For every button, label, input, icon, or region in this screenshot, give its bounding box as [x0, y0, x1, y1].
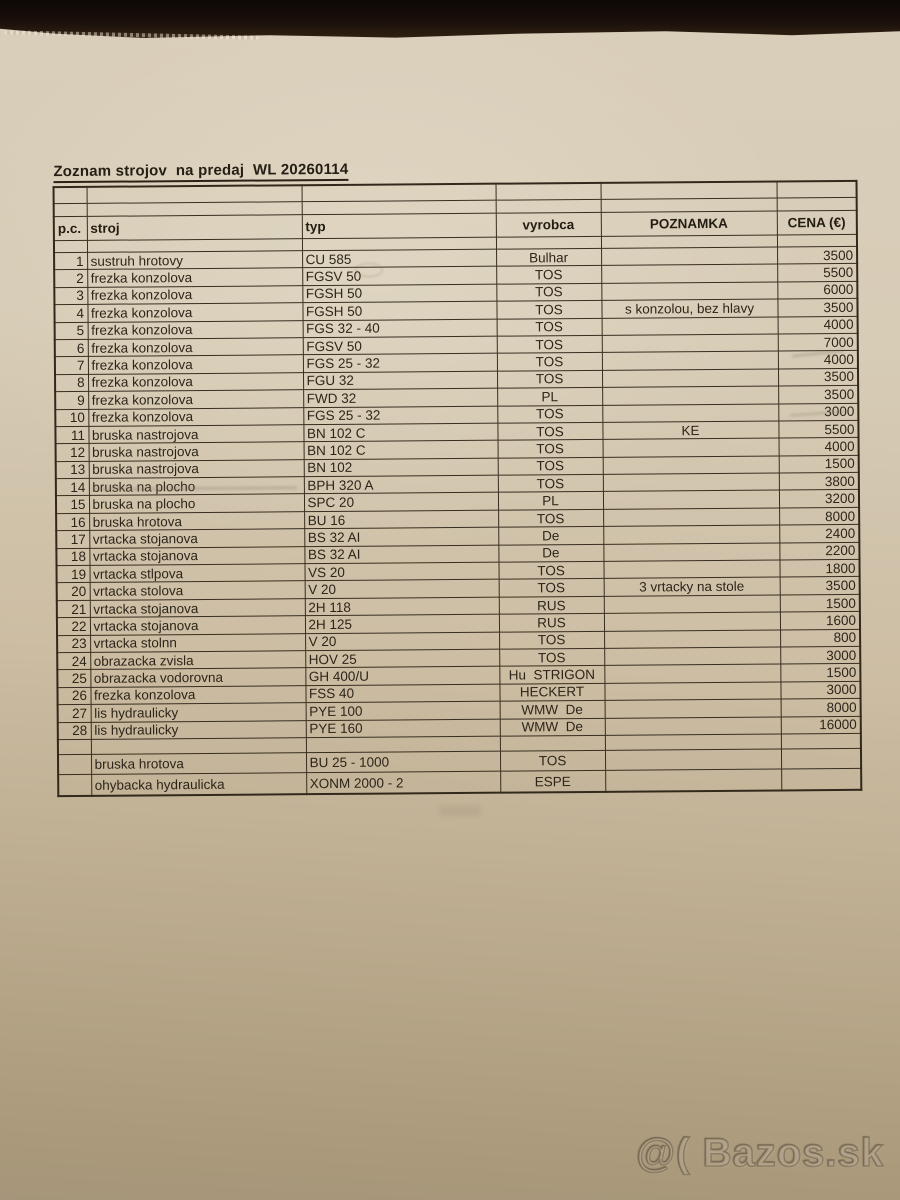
- stroj-cell: vrtacka stojanova: [89, 546, 304, 565]
- cena-cell: 8000: [779, 507, 859, 525]
- cena-cell: [781, 769, 861, 791]
- stroj-cell: vrtacka stojanova: [90, 616, 305, 635]
- machines-table: [53, 180, 863, 797]
- watermark: @( Bazos.sk: [636, 1131, 884, 1175]
- typ-cell: [302, 184, 496, 202]
- cena-cell: 7000: [778, 333, 858, 351]
- poznamka-cell: [601, 282, 777, 301]
- cena-cell: 4000: [778, 316, 858, 334]
- stroj-cell: [87, 185, 302, 203]
- typ-cell: FGS 25 - 32: [303, 406, 497, 425]
- poznamka-cell: [605, 749, 781, 771]
- pc-cell: 6: [55, 339, 88, 357]
- typ-cell: XONM 2000 - 2: [306, 772, 500, 795]
- poznamka-cell: [605, 734, 781, 750]
- poznamka-cell: [601, 181, 777, 199]
- pc-cell: 14: [56, 478, 89, 496]
- typ-cell: FGS 32 - 40: [303, 319, 497, 338]
- pc-cell: 23: [57, 635, 90, 653]
- typ-cell: FGSV 50: [302, 267, 496, 286]
- typ-cell: 2H 125: [305, 614, 499, 633]
- poznamka-cell: [602, 386, 778, 405]
- typ-cell: BS 32 AI: [304, 545, 498, 564]
- poznamka-cell: [602, 351, 778, 370]
- pc-cell: 24: [57, 652, 90, 670]
- vyrobca-cell: TOS: [496, 283, 601, 301]
- vyrobca-cell: [496, 199, 601, 213]
- vyrobca-cell: TOS: [498, 440, 603, 458]
- typ-header-cell: typ: [302, 213, 496, 239]
- cena-cell: 1500: [779, 455, 859, 473]
- pc-cell: 26: [57, 687, 90, 705]
- stroj-cell: frezka konzolova: [87, 285, 302, 304]
- pc-cell: 7: [55, 357, 88, 375]
- vyrobca-cell: [500, 735, 605, 751]
- typ-cell: FGSH 50: [302, 301, 496, 320]
- vyrobca-cell: Bulhar: [496, 248, 601, 266]
- typ-cell: SPC 20: [304, 493, 498, 512]
- pc-cell: 17: [56, 531, 89, 549]
- vyrobca-cell: TOS: [497, 353, 602, 371]
- pc-cell: 9: [55, 392, 88, 410]
- cena-cell: 3800: [779, 472, 859, 490]
- poznamka-cell: [604, 664, 780, 683]
- vyrobca-cell: TOS: [498, 509, 603, 527]
- stroj-cell: bruska nastrojova: [89, 442, 304, 461]
- cena-cell: 4000: [778, 351, 858, 369]
- pc-cell: 4: [54, 305, 87, 323]
- cena-cell: 3500: [778, 368, 858, 386]
- pc-cell: 25: [57, 670, 90, 688]
- pc-cell: [58, 775, 91, 796]
- poznamka-cell: [605, 699, 781, 718]
- poznamka-cell: [602, 334, 778, 353]
- stroj-cell: lis hydraulicky: [91, 703, 306, 722]
- pc-cell: [54, 240, 87, 252]
- vyrobca-cell: Hu STRIGON: [499, 666, 604, 684]
- cena-cell: 1800: [779, 559, 859, 577]
- poznamka-cell: [601, 264, 777, 283]
- pc-cell: 11: [55, 426, 88, 444]
- pc-cell: 27: [58, 705, 91, 723]
- vyrobca-cell: PL: [498, 492, 603, 510]
- stroj-cell: bruska nastrojova: [88, 425, 303, 444]
- stroj-cell: [91, 738, 306, 755]
- pc-cell: 16: [56, 513, 89, 531]
- cena-cell: 6000: [777, 281, 857, 299]
- poznamka-cell: [603, 438, 779, 457]
- stroj-cell: vrtacka stolova: [90, 581, 305, 600]
- pc-cell: 12: [56, 444, 89, 462]
- poznamka-cell: [605, 716, 781, 735]
- stroj-cell: ohybacka hydraulicka: [91, 773, 306, 796]
- pc-cell: 3: [54, 287, 87, 305]
- typ-cell: HOV 25: [305, 649, 499, 668]
- stroj-cell: frezka konzolova: [88, 355, 303, 374]
- vyrobca-cell: TOS: [498, 457, 603, 475]
- pc-cell: [54, 187, 87, 204]
- table-body: [54, 181, 862, 796]
- vyrobca-cell: TOS: [498, 561, 603, 579]
- poznamka-cell: [603, 473, 779, 492]
- typ-cell: BN 102 C: [303, 423, 497, 442]
- stroj-cell: bruska nastrojova: [89, 459, 304, 478]
- stroj-cell: lis hydraulicky: [91, 720, 306, 739]
- pc-cell: 5: [55, 322, 88, 340]
- cena-cell: 800: [780, 629, 860, 647]
- typ-cell: PYE 100: [306, 701, 500, 720]
- typ-cell: CU 585: [302, 249, 496, 268]
- typ-cell: FGS 25 - 32: [303, 354, 497, 373]
- typ-cell: BPH 320 A: [304, 475, 498, 494]
- poznamka-cell: [604, 612, 780, 631]
- stroj-cell: obrazacka zvisla: [90, 651, 305, 670]
- poznamka-cell: [604, 647, 780, 666]
- vyrobca-cell: TOS: [496, 266, 601, 284]
- cena-cell: 3500: [777, 246, 857, 264]
- typ-cell: FWD 32: [303, 388, 497, 407]
- vyrobca-cell: TOS: [496, 301, 601, 319]
- poznamka-header-cell: POZNAMKA: [601, 211, 777, 236]
- vyrobca-cell: WMW De: [500, 700, 605, 718]
- poznamka-cell: [603, 525, 779, 544]
- pc-cell: 1: [54, 252, 87, 270]
- poznamka-cell: [603, 560, 779, 579]
- cena-cell: 8000: [781, 698, 861, 716]
- stroj-cell: vrtacka stojanova: [89, 529, 304, 548]
- stroj-header-cell: stroj: [87, 215, 302, 241]
- vyrobca-cell: [496, 183, 601, 200]
- poznamka-cell: [601, 247, 777, 266]
- vyrobca-cell: TOS: [497, 370, 602, 388]
- typ-cell: BN 102 C: [304, 440, 498, 459]
- stroj-cell: obrazacka vodorovna: [90, 668, 305, 687]
- vyrobca-cell: ESPE: [500, 771, 605, 793]
- stroj-cell: frezka konzolova: [87, 268, 302, 287]
- page-title: Zoznam strojov na predaj WL 20260114: [53, 161, 348, 183]
- cena-cell: 4000: [779, 438, 859, 456]
- poznamka-cell: [604, 595, 780, 614]
- stroj-cell: frezka konzolova: [88, 390, 303, 409]
- cena-cell: 3500: [777, 299, 857, 317]
- pc-cell: [58, 754, 91, 775]
- typ-cell: BU 16: [304, 510, 498, 529]
- cena-cell: 2400: [779, 525, 859, 543]
- vyrobca-cell: RUS: [499, 614, 604, 632]
- stroj-cell: frezka konzolova: [88, 407, 303, 426]
- stroj-cell: vrtacka stlpova: [90, 564, 305, 583]
- stroj-cell: frezka konzolova: [87, 303, 302, 322]
- cena-cell: 1500: [780, 664, 860, 682]
- stroj-cell: frezka konzolova: [88, 372, 303, 391]
- stroj-cell: sustruh hrotovy: [87, 251, 302, 270]
- typ-cell: V 20: [305, 580, 499, 599]
- typ-cell: V 20: [305, 632, 499, 651]
- vyrobca-cell: TOS: [497, 318, 602, 336]
- cena-cell: 16000: [781, 716, 861, 734]
- poznamka-cell: [604, 682, 780, 701]
- poznamka-cell: KE: [602, 421, 778, 440]
- poznamka-cell: 3 vrtacky na stole: [604, 577, 780, 596]
- stroj-cell: vrtacka stolnn: [90, 633, 305, 652]
- poznamka-cell: [604, 630, 780, 649]
- stroj-cell: frezka konzolova: [88, 320, 303, 339]
- typ-cell: 2H 118: [305, 597, 499, 616]
- pc-cell: 8: [55, 374, 88, 392]
- pc-cell: 28: [58, 722, 91, 740]
- pc-cell: 20: [57, 583, 90, 601]
- vyrobca-cell: [496, 236, 601, 249]
- pc-cell: 13: [56, 461, 89, 479]
- typ-cell: [306, 736, 500, 753]
- poznamka-cell: [603, 490, 779, 509]
- pc-cell: [58, 739, 91, 754]
- typ-cell: FGSH 50: [302, 284, 496, 303]
- cena-cell: [777, 197, 857, 211]
- typ-cell: PYE 160: [306, 719, 500, 738]
- cena-header-cell: CENA (€): [777, 210, 857, 235]
- vyrobca-cell: TOS: [498, 474, 603, 492]
- vyrobca-cell: TOS: [499, 579, 604, 597]
- cena-cell: 3200: [779, 490, 859, 508]
- typ-cell: BU 25 - 1000: [306, 751, 500, 773]
- vyrobca-header-cell: vyrobca: [496, 212, 601, 237]
- vyrobca-cell: TOS: [497, 422, 602, 440]
- stroj-cell: frezka konzolova: [90, 685, 305, 704]
- cena-cell: [781, 748, 861, 769]
- typ-cell: BS 32 AI: [304, 527, 498, 546]
- poznamka-cell: [602, 403, 778, 422]
- typ-cell: VS 20: [304, 562, 498, 581]
- pc-cell: [54, 203, 87, 216]
- vyrobca-cell: TOS: [497, 335, 602, 353]
- typ-cell: BN 102: [304, 458, 498, 477]
- vyrobca-cell: De: [498, 544, 603, 562]
- vyrobca-cell: WMW De: [500, 718, 605, 736]
- stroj-cell: frezka konzolova: [88, 338, 303, 357]
- pc-header-cell: p.c.: [54, 216, 87, 240]
- pc-cell: 22: [57, 618, 90, 636]
- cena-cell: 1500: [780, 594, 860, 612]
- poznamka-cell: [602, 317, 778, 336]
- typ-cell: FSS 40: [305, 684, 499, 703]
- cena-cell: [777, 181, 857, 198]
- smudge-mark: [440, 806, 480, 816]
- vyrobca-cell: TOS: [497, 405, 602, 423]
- pc-cell: 21: [57, 600, 90, 618]
- cena-cell: 5500: [777, 264, 857, 282]
- pc-cell: 18: [56, 548, 89, 566]
- cena-cell: 3500: [780, 577, 860, 595]
- stroj-cell: bruska hrotova: [89, 512, 304, 531]
- pc-cell: 19: [57, 565, 90, 583]
- pc-cell: 10: [55, 409, 88, 427]
- poznamka-cell: [602, 369, 778, 388]
- cena-cell: 5500: [778, 420, 858, 438]
- cena-cell: 2200: [779, 542, 859, 560]
- cena-cell: 3500: [778, 385, 858, 403]
- cena-cell: 3000: [780, 681, 860, 699]
- pc-cell: 15: [56, 496, 89, 514]
- paper-sheet: [52, 157, 867, 797]
- stroj-cell: bruska na plocho: [89, 494, 304, 513]
- vyrobca-cell: De: [498, 527, 603, 545]
- cena-cell: [781, 733, 861, 749]
- poznamka-cell: [605, 769, 781, 791]
- pc-cell: 2: [54, 270, 87, 288]
- cena-cell: 1600: [780, 612, 860, 630]
- typ-cell: FGSV 50: [303, 336, 497, 355]
- cena-cell: [777, 234, 857, 247]
- stroj-cell: bruska na plocho: [89, 477, 304, 496]
- poznamka-cell: [603, 456, 779, 475]
- poznamka-cell: s konzolou, bez hlavy: [601, 299, 777, 318]
- vyrobca-cell: HECKERT: [499, 683, 604, 701]
- stroj-cell: bruska hrotova: [91, 753, 306, 775]
- cena-cell: 3000: [778, 403, 858, 421]
- vyrobca-cell: TOS: [500, 750, 605, 771]
- typ-cell: GH 400/U: [305, 667, 499, 686]
- cena-cell: 3000: [780, 646, 860, 664]
- poznamka-cell: [603, 543, 779, 562]
- vyrobca-cell: TOS: [499, 648, 604, 666]
- stroj-cell: vrtacka stojanova: [90, 598, 305, 617]
- vyrobca-cell: TOS: [499, 631, 604, 649]
- vyrobca-cell: PL: [497, 387, 602, 405]
- poznamka-cell: [603, 508, 779, 527]
- typ-cell: FGU 32: [303, 371, 497, 390]
- vyrobca-cell: RUS: [499, 596, 604, 614]
